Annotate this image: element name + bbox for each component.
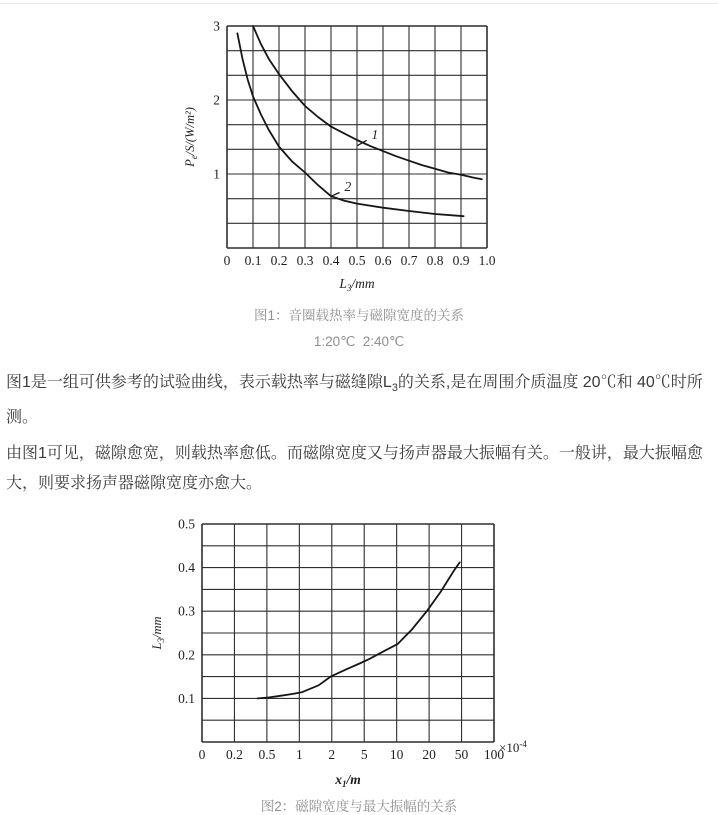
svg-text:0.5: 0.5 — [178, 516, 195, 532]
svg-text:10: 10 — [389, 747, 404, 763]
figure1-caption: 图1：音圈载热率与磁隙宽度的关系 — [253, 308, 464, 323]
svg-text:0.5: 0.5 — [348, 253, 366, 268]
paragraph-1-subscript: 3 — [391, 382, 398, 395]
paragraph-1-text: 图1是一组可供参考的试验曲线，表示载热率与磁缝隙L — [6, 374, 392, 391]
figure1-chart — [182, 13, 517, 305]
svg-text:0.4: 0.4 — [322, 253, 340, 268]
svg-text:5: 5 — [360, 747, 368, 763]
svg-text:2: 2 — [213, 92, 220, 108]
svg-text:0.2: 0.2 — [226, 747, 243, 763]
svg-text:0.3: 0.3 — [296, 253, 314, 268]
svg-text:L3/mm: $L_3/mm$ — [339, 276, 375, 293]
svg-text:50: 50 — [454, 747, 469, 763]
svg-text:×10-4: $\times 10^{-4}$ — [499, 739, 527, 756]
svg-text:0.5: 0.5 — [258, 747, 276, 763]
svg-text:0.7: 0.7 — [400, 253, 418, 268]
paragraph-2: 由图1可见，磁隙愈宽，则载热率愈低。而磁隙宽度又与扬声器最大振幅有关。一般讲，最大振幅愈大，则要求扬声器磁隙宽度亦愈大。 — [6, 445, 703, 493]
svg-text:100: 100 — [483, 747, 505, 763]
svg-text:0.2: 0.2 — [178, 647, 195, 663]
svg-text:1: 1 — [295, 747, 303, 763]
svg-text:0: 0 — [223, 253, 231, 268]
svg-text:Pe/S/(W/m²): $P_e/S/(W/m^2)$ — [183, 107, 199, 167]
svg-text:0.1: 0.1 — [178, 691, 195, 707]
svg-text:x1/m: $x_1/m$ — [335, 772, 361, 790]
svg-text:1: 1 — [213, 166, 220, 182]
svg-text:20: 20 — [422, 747, 436, 763]
svg-text:1: 1 — [371, 127, 379, 143]
figure2-chart — [147, 511, 539, 795]
paragraph-1-text-cont: 的关系,是在周围介质温度 20℃和 40℃时所测。 — [6, 374, 703, 427]
figure2-caption: 图2：磁隙宽度与最大振幅的关系 — [260, 799, 458, 815]
svg-text:0.8: 0.8 — [426, 253, 444, 268]
svg-text:0.9: 0.9 — [452, 253, 470, 268]
svg-text:0.3: 0.3 — [178, 603, 195, 619]
svg-text:0.1: 0.1 — [244, 253, 262, 268]
svg-text:0.4: 0.4 — [178, 560, 195, 576]
svg-text:0.6: 0.6 — [374, 253, 392, 268]
paragraph-1 — [6, 368, 712, 433]
top-divider — [0, 3, 718, 4]
svg-text:2: 2 — [328, 747, 336, 763]
svg-text:2: 2 — [344, 179, 352, 195]
figure2 — [147, 511, 718, 795]
figure1 — [182, 13, 718, 305]
svg-text:1.0: 1.0 — [478, 253, 496, 268]
svg-text:0.2: 0.2 — [270, 253, 288, 268]
figure1-legend: 1:20℃ 2:40℃ — [313, 334, 405, 349]
svg-text:0: 0 — [198, 747, 206, 763]
svg-text:L3/mm: $L_3/mm$ — [150, 616, 166, 650]
svg-text:3: 3 — [213, 18, 220, 34]
